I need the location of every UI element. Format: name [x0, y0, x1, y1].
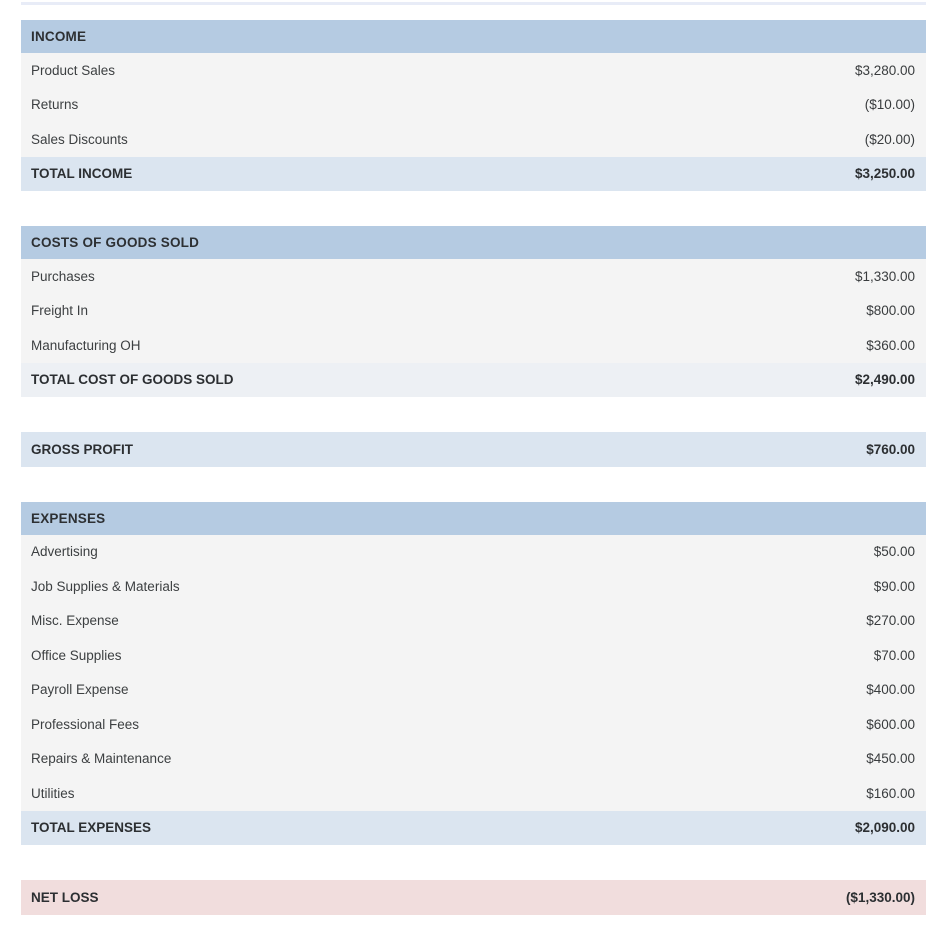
line-item-value: $450.00 — [866, 751, 915, 767]
summary-total-value: ($1,330.00) — [845, 889, 915, 905]
section-header-label: EXPENSES — [31, 510, 106, 526]
line-item-label: Utilities — [31, 785, 75, 801]
section-header-label: INCOME — [31, 29, 87, 44]
line-item-label: Office Supplies — [31, 647, 122, 663]
line-item-row — [21, 569, 926, 604]
section-header-row — [21, 226, 926, 259]
report-section — [21, 226, 926, 397]
line-item-label: Sales Discounts — [31, 131, 128, 147]
section-total-value: $2,490.00 — [854, 372, 915, 388]
section-total-row — [21, 363, 926, 398]
line-item-value: $50.00 — [873, 544, 915, 560]
line-item-value: $600.00 — [866, 716, 915, 732]
line-item-row — [21, 88, 926, 123]
line-item-value: ($20.00) — [864, 131, 915, 147]
section-total-label: TOTAL INCOME — [31, 166, 133, 182]
line-item-label: Payroll Expense — [31, 682, 129, 698]
line-item-value: $90.00 — [873, 578, 915, 594]
line-item-value: $400.00 — [866, 682, 915, 698]
section-line-items — [21, 259, 926, 363]
line-item-value: $800.00 — [866, 303, 915, 319]
line-item-label: Advertising — [31, 544, 98, 560]
summary-total-row — [21, 880, 926, 915]
line-item-row — [21, 638, 926, 673]
section-total-row — [21, 811, 926, 846]
line-item-row — [21, 742, 926, 777]
summary-total-label: GROSS PROFIT — [31, 441, 134, 457]
line-item-row — [21, 328, 926, 363]
line-item-row — [21, 707, 926, 742]
line-item-label: Freight In — [31, 303, 89, 319]
line-item-value: $270.00 — [866, 613, 915, 629]
line-item-value: $70.00 — [873, 647, 915, 663]
line-item-row — [21, 122, 926, 157]
summary-total-value: $760.00 — [866, 441, 915, 457]
summary-section — [21, 880, 926, 915]
section-line-items — [21, 535, 926, 811]
line-item-label: Purchases — [31, 268, 95, 284]
line-item-value: $3,280.00 — [854, 62, 915, 78]
report-section — [21, 502, 926, 846]
summary-section — [21, 432, 926, 467]
section-header-row — [21, 502, 926, 535]
line-item-value: ($10.00) — [864, 97, 915, 113]
section-line-items — [21, 53, 926, 157]
section-header-label: COSTS OF GOODS SOLD — [31, 235, 200, 250]
line-item-row — [21, 673, 926, 708]
line-item-label: Returns — [31, 97, 79, 113]
line-item-label: Job Supplies & Materials — [31, 578, 180, 594]
report-section — [21, 20, 926, 191]
financial-report — [21, 20, 926, 915]
line-item-row — [21, 776, 926, 811]
line-item-label: Professional Fees — [31, 716, 140, 732]
section-total-row — [21, 157, 926, 192]
line-item-row — [21, 259, 926, 294]
line-item-value: $160.00 — [866, 785, 915, 801]
line-item-label: Product Sales — [31, 62, 116, 78]
summary-total-row — [21, 432, 926, 467]
section-header-row — [21, 20, 926, 53]
line-item-label: Manufacturing OH — [31, 337, 141, 353]
section-total-label: TOTAL COST OF GOODS SOLD — [31, 372, 234, 388]
line-item-row — [21, 604, 926, 639]
summary-total-label: NET LOSS — [31, 889, 99, 905]
section-total-label: TOTAL EXPENSES — [31, 820, 152, 836]
line-item-row — [21, 294, 926, 329]
line-item-row — [21, 535, 926, 570]
line-item-value: $360.00 — [866, 337, 915, 353]
section-total-value: $3,250.00 — [854, 166, 915, 182]
line-item-value: $1,330.00 — [854, 268, 915, 284]
line-item-label: Misc. Expense — [31, 613, 119, 629]
previous-row-edge-strip — [21, 2, 926, 5]
section-total-value: $2,090.00 — [854, 820, 915, 836]
line-item-label: Repairs & Maintenance — [31, 751, 172, 767]
line-item-row — [21, 53, 926, 88]
